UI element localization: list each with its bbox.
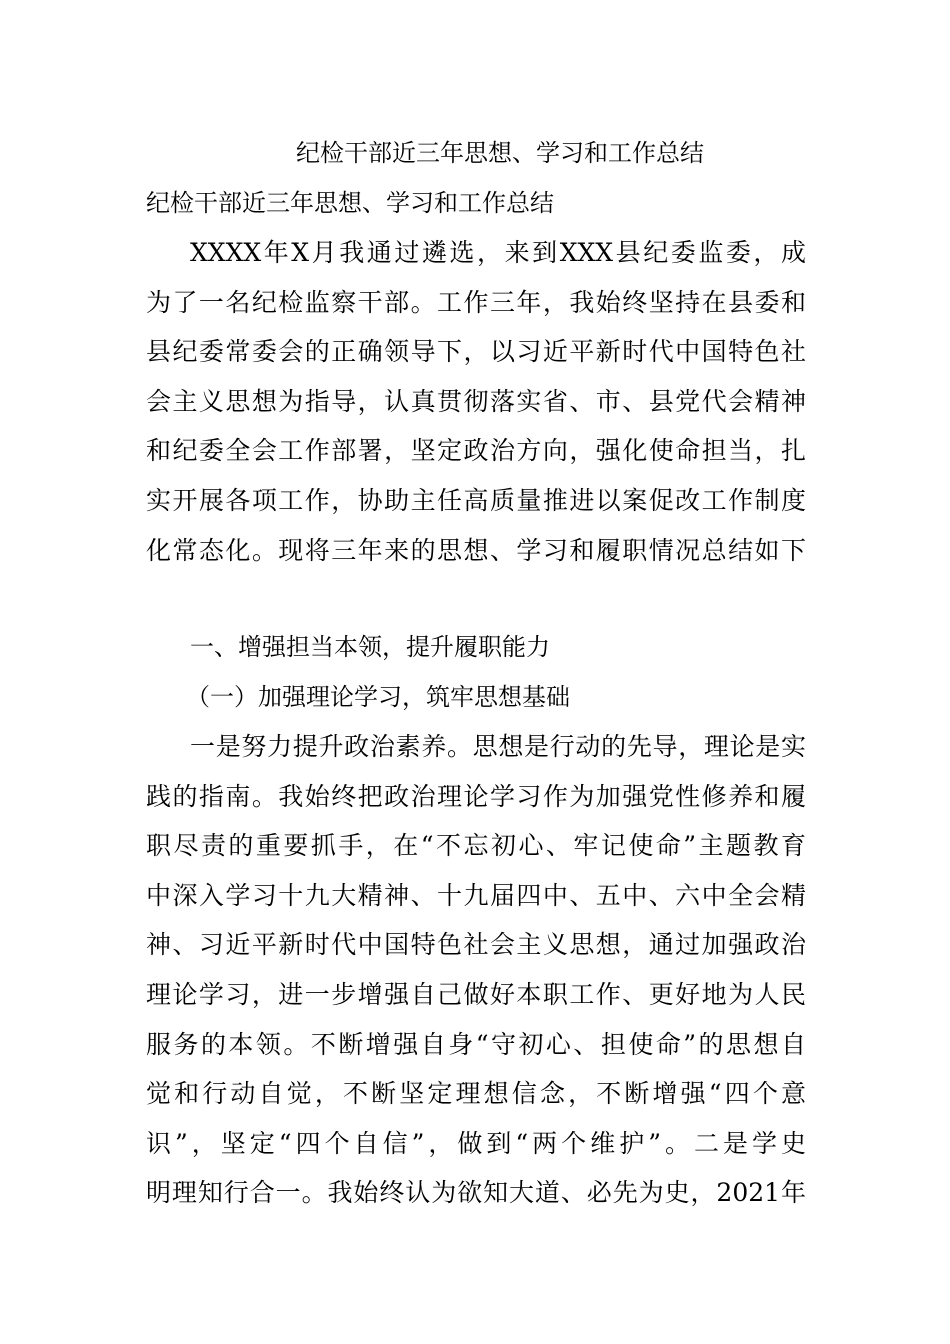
intro-line: XXXX年X月我通过遴选，来到XXX县纪委监委，成 [190, 238, 806, 267]
subsection-heading: （一）加强理论学习，筑牢思想基础 [186, 683, 570, 711]
body-line: 践的指南。我始终把政治理论学习作为加强党性修养和履 [146, 781, 806, 811]
body-line: 理论学习，进一步增强自己做好本职工作、更好地为人民 [146, 979, 806, 1009]
intro-line: 会主义思想为指导，认真贯彻落实省、市、县党代会精神 [146, 386, 806, 416]
intro-line: 为了一名纪检监察干部。工作三年，我始终坚持在县委和 [146, 287, 806, 317]
body-line: 明理知行合一。我始终认为欲知大道、必先为史，2021年 [146, 1178, 806, 1208]
intro-paragraph [146, 228, 806, 575]
body-line: 一是努力提升政治素养。思想是行动的先导，理论是实 [190, 732, 806, 761]
document-title: 纪检干部近三年思想、学习和工作总结 [296, 139, 704, 167]
body-line: 服务的本领。不断增强自身“守初心、担使命”的思想自 [146, 1029, 806, 1059]
intro-line: 实开展各项工作，协助主任高质量推进以案促改工作制度 [146, 485, 806, 515]
section-heading: 一、增强担当本领，提升履职能力 [190, 633, 550, 661]
body-line: 识”，坚定“四个自信”，做到“两个维护”。二是学史 [146, 1128, 806, 1158]
intro-line: 化常态化。现将三年来的思想、学习和履职情况总结如下 [146, 535, 806, 565]
document-subtitle: 纪检干部近三年思想、学习和工作总结 [146, 189, 554, 217]
body-line: 觉和行动自觉，不断坚定理想信念，不断增强“四个意 [146, 1079, 806, 1109]
body-paragraph [146, 722, 806, 1218]
intro-line: 和纪委全会工作部署，坚定政治方向，强化使命担当，扎 [146, 436, 806, 466]
body-line: 神、习近平新时代中国特色社会主义思想，通过加强政治 [146, 930, 806, 960]
intro-line: 县纪委常委会的正确领导下，以习近平新时代中国特色社 [146, 337, 806, 367]
body-line: 职尽责的重要抓手，在“不忘初心、牢记使命”主题教育 [146, 831, 806, 861]
body-line: 中深入学习十九大精神、十九届四中、五中、六中全会精 [146, 880, 806, 910]
